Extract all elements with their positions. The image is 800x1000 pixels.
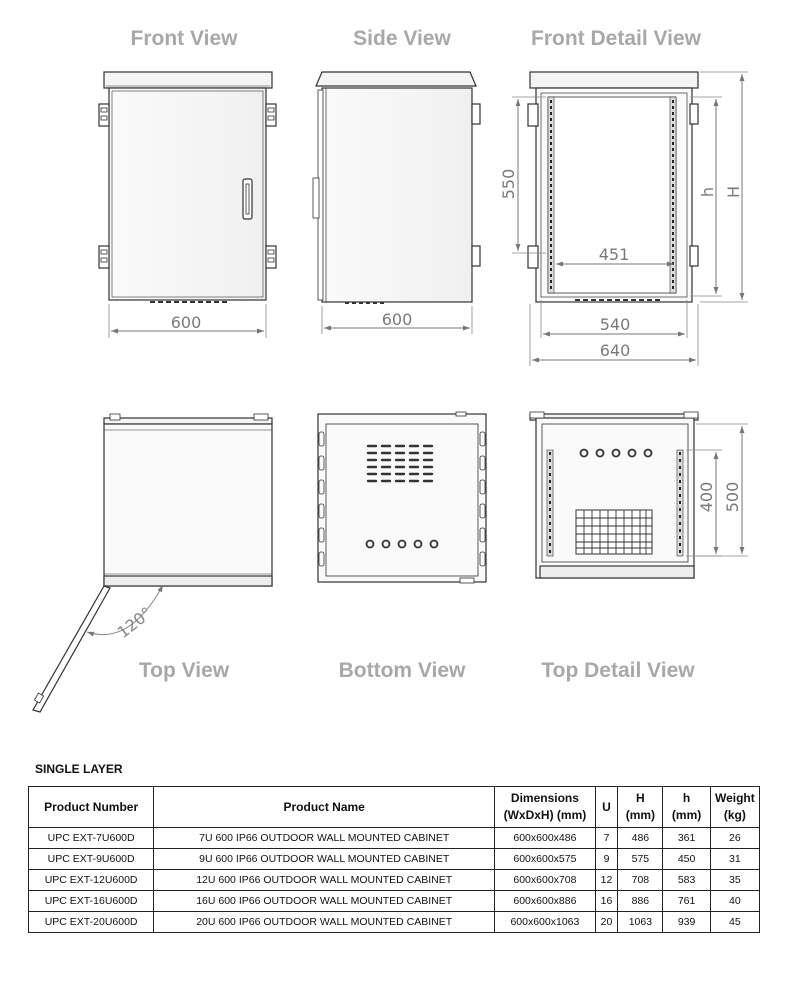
cell-H: 886 [618, 891, 663, 912]
table-row [29, 891, 760, 912]
H-dimension-label: H [724, 185, 743, 199]
side-depth-label: 600 [381, 310, 413, 329]
cell-h: 939 [663, 912, 710, 933]
cell-u: 16 [595, 891, 618, 912]
top-detail-drawing [530, 412, 698, 578]
cell-product-number: UPC EXT-20U600D [29, 912, 154, 933]
col-product-number: Product Number [29, 787, 154, 828]
cell-h: 450 [663, 849, 710, 870]
cell-weight: 31 [710, 849, 759, 870]
door-angle-label: 120° [113, 603, 156, 643]
bottom-view-title: Bottom View [338, 659, 466, 682]
cell-weight: 45 [710, 912, 759, 933]
table-row [29, 828, 760, 849]
cell-dimensions: 600x600x886 [495, 891, 596, 912]
cell-H: 575 [618, 849, 663, 870]
cell-H: 1063 [618, 912, 663, 933]
col-weight: Weight (kg) [710, 787, 759, 828]
cell-weight: 26 [710, 828, 759, 849]
outer-width-label: 640 [599, 341, 631, 360]
cell-product-name: 9U 600 IP66 OUTDOOR WALL MOUNTED CABINET [154, 849, 495, 870]
cell-u: 9 [595, 849, 618, 870]
top-view-title: Top View [138, 659, 230, 682]
cell-dimensions: 600x600x575 [495, 849, 596, 870]
cell-dimensions: 600x600x486 [495, 828, 596, 849]
rail-width-label: 451 [598, 245, 630, 264]
cell-product-name: 12U 600 IP66 OUTDOOR WALL MOUNTED CABINET [154, 870, 495, 891]
side-view-title: Side View [353, 27, 451, 50]
col-H: H (mm) [618, 787, 663, 828]
cell-weight: 35 [710, 870, 759, 891]
col-product-name: Product Name [154, 787, 495, 828]
front-view-drawing [99, 72, 276, 302]
front-view-title: Front View [130, 27, 238, 50]
cell-u: 12 [595, 870, 618, 891]
front-detail-drawing [528, 72, 698, 302]
side-depth-dimension [322, 306, 472, 334]
spec-table [28, 786, 760, 933]
h-dimension-label: h [698, 186, 717, 198]
table-row [29, 870, 760, 891]
cell-u: 7 [595, 828, 618, 849]
cell-product-number: UPC EXT-16U600D [29, 891, 154, 912]
inner-height-label: 550 [499, 168, 518, 200]
front-width-dimension [109, 304, 266, 338]
cell-product-name: 16U 600 IP66 OUTDOOR WALL MOUNTED CABINET [154, 891, 495, 912]
table-row [29, 849, 760, 870]
cell-dimensions: 600x600x708 [495, 870, 596, 891]
inner-width-label: 540 [599, 315, 631, 334]
cell-dimensions: 600x600x1063 [495, 912, 596, 933]
front-width-label: 600 [170, 313, 202, 332]
side-view-drawing [313, 72, 480, 303]
top-view-drawing [33, 414, 272, 712]
cell-product-number: UPC EXT-7U600D [29, 828, 154, 849]
cell-H: 708 [618, 870, 663, 891]
inner-depth-label: 400 [697, 481, 716, 513]
cell-h: 761 [663, 891, 710, 912]
cell-product-number: UPC EXT-9U600D [29, 849, 154, 870]
cell-product-number: UPC EXT-12U600D [29, 870, 154, 891]
front-detail-view-title: Front Detail View [531, 27, 701, 50]
cell-h: 583 [663, 870, 710, 891]
col-u: U [595, 787, 618, 828]
table-row [29, 912, 760, 933]
cell-weight: 40 [710, 891, 759, 912]
cell-h: 361 [663, 828, 710, 849]
cell-H: 486 [618, 828, 663, 849]
col-h: h (mm) [663, 787, 710, 828]
spec-table-title: SINGLE LAYER [35, 762, 123, 776]
table-header-row [29, 787, 760, 828]
top-detail-view-title: Top Detail View [541, 659, 695, 682]
cell-u: 20 [595, 912, 618, 933]
cell-product-name: 7U 600 IP66 OUTDOOR WALL MOUNTED CABINET [154, 828, 495, 849]
cell-product-name: 20U 600 IP66 OUTDOOR WALL MOUNTED CABINET [154, 912, 495, 933]
col-dimensions: Dimensions (WxDxH) (mm) [495, 787, 596, 828]
outer-depth-label: 500 [723, 481, 742, 513]
bottom-view-drawing [318, 412, 486, 583]
spec-section [28, 762, 760, 933]
